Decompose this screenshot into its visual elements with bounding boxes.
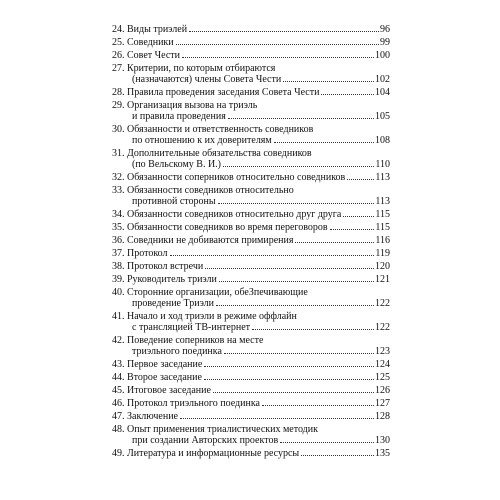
toc-entry-title-line: 35. Обязанности соведников во время переговоров <box>112 222 328 233</box>
dot-leader <box>343 215 374 217</box>
dot-leader <box>204 365 374 367</box>
toc-entry-row <box>112 385 390 396</box>
toc-page-number: 104 <box>375 87 390 98</box>
toc-entry-title-line: по отношению к их доверителям <box>132 135 272 146</box>
toc-entry-row <box>112 37 390 48</box>
toc-entry-row <box>112 87 390 98</box>
toc-page-number: 102 <box>375 74 390 85</box>
toc-entry-title-line: 28. Правила проведения заседания Совета Чести <box>112 87 320 98</box>
toc-page-number: 110 <box>375 159 390 170</box>
dot-leader <box>182 56 374 58</box>
toc-entry <box>112 63 390 85</box>
toc-page-number: 108 <box>375 135 390 146</box>
toc-entry-row <box>112 398 390 409</box>
toc-entry-row <box>112 135 390 146</box>
toc-entry-title-line: 45. Итоговое заседание <box>112 385 211 396</box>
toc-entry <box>112 148 390 170</box>
toc-entry-title-line: триэльного поединка <box>132 346 222 357</box>
toc-entry <box>112 311 390 333</box>
toc-page-number: 135 <box>375 448 390 459</box>
toc-entry-title-line: 31. Дополнительные обязательства соведников <box>112 148 312 159</box>
toc-entry <box>112 235 390 246</box>
toc-entry-row <box>112 248 390 259</box>
toc-entry <box>112 248 390 259</box>
dot-leader <box>301 454 374 456</box>
dot-leader <box>189 30 379 32</box>
table-of-contents <box>112 24 390 459</box>
dot-leader <box>180 417 374 419</box>
toc-entry-title-line: 48. Опыт применения триалистических методик <box>112 424 318 435</box>
toc-entry <box>112 398 390 409</box>
toc-entry-row <box>112 448 390 459</box>
toc-page-number: 119 <box>375 248 390 259</box>
dot-leader <box>218 202 375 204</box>
toc-entry-title-line: 29. Организация вызова на триэль <box>112 100 258 111</box>
toc-entry-row <box>112 159 390 170</box>
toc-entry-title-line: 40. Сторонние организации, обеЗпечивающие <box>112 287 308 298</box>
toc-entry-title-line: 42. Поведение соперников на месте <box>112 335 264 346</box>
toc-entry-row <box>112 235 390 246</box>
toc-entry <box>112 222 390 233</box>
toc-page-number: 128 <box>375 411 390 422</box>
toc-page-number: 115 <box>375 209 390 220</box>
toc-entry-title-line: 46. Протокол триэльного поединка <box>112 398 260 409</box>
toc-entry-title-line: 33. Обязанности соведников относительно <box>112 185 294 196</box>
toc-page-number: 126 <box>375 385 390 396</box>
toc-entry <box>112 209 390 220</box>
dot-leader <box>216 304 374 306</box>
dot-leader <box>228 117 374 119</box>
toc-entry-title-line: и правила проведения <box>132 111 226 122</box>
toc-entry-title-line: противной стороны <box>132 196 216 207</box>
dot-leader <box>330 228 375 230</box>
dot-leader <box>274 141 374 143</box>
toc-entry-row <box>112 261 390 272</box>
toc-entry-row <box>112 172 390 183</box>
toc-page-number: 120 <box>375 261 390 272</box>
toc-entry-title-line: 25. Соведники <box>112 37 174 48</box>
toc-entry <box>112 287 390 309</box>
toc-entry <box>112 172 390 183</box>
toc-entry-title-line: 34. Обязанности соведников относительно друг друга <box>112 209 342 220</box>
toc-entry <box>112 448 390 459</box>
toc-page-number: 124 <box>375 359 390 370</box>
toc-entry-title-line: 41. Начало и ход триэли в режиме оффлайн <box>112 311 297 322</box>
toc-entry-title-line: 37. Протокол <box>112 248 168 259</box>
dot-leader <box>224 352 374 354</box>
dot-leader <box>213 391 374 393</box>
toc-entry-row <box>112 274 390 285</box>
dot-leader <box>205 267 374 269</box>
toc-entry <box>112 185 390 207</box>
dot-leader <box>170 254 375 256</box>
toc-page-number: 113 <box>375 196 390 207</box>
toc-entry-title-line: 26. Совет Чести <box>112 50 180 61</box>
toc-entry <box>112 24 390 35</box>
toc-entry <box>112 359 390 370</box>
toc-entry <box>112 372 390 383</box>
toc-entry-row <box>112 411 390 422</box>
toc-entry-title-line: 43. Первое заседание <box>112 359 203 370</box>
toc-entry-title-line: 49. Литература и информационные ресурсы <box>112 448 300 459</box>
toc-page-number: 96 <box>380 24 390 35</box>
toc-entry-row <box>112 50 390 61</box>
toc-page-number: 113 <box>375 172 390 183</box>
toc-page-number: 99 <box>380 37 390 48</box>
toc-entry <box>112 385 390 396</box>
toc-entry <box>112 424 390 446</box>
toc-entry-row <box>112 346 390 357</box>
toc-page-number: 122 <box>375 322 390 333</box>
dot-leader <box>219 280 374 282</box>
toc-page-number: 115 <box>375 222 390 233</box>
toc-page-number: 127 <box>375 398 390 409</box>
toc-entry-row <box>112 24 390 35</box>
toc-entry-row <box>112 74 390 85</box>
toc-entry-row <box>112 196 390 207</box>
dot-leader <box>176 43 379 45</box>
toc-entry-title-line: 30. Обязанности и ответственность соведников <box>112 124 314 135</box>
toc-entry-title-line: проведение Триэли <box>132 298 215 309</box>
toc-page-number: 125 <box>375 372 390 383</box>
toc-entry-title-line: 32. Обязанности соперников относительно соведников <box>112 172 346 183</box>
toc-entry-title-line: 38. Протокол встречи <box>112 261 204 272</box>
toc-entry <box>112 37 390 48</box>
toc-entry <box>112 100 390 122</box>
toc-entry <box>112 261 390 272</box>
toc-entry-title-line: с трансляцией ТВ-интернет <box>132 322 251 333</box>
toc-entry-title-line: 47. Заключение <box>112 411 178 422</box>
toc-entry-title-line: при создании Авторских проектов <box>132 435 279 446</box>
toc-entry-row <box>112 298 390 309</box>
dot-leader <box>262 404 374 406</box>
toc-page-number: 116 <box>375 235 390 246</box>
toc-entry <box>112 50 390 61</box>
toc-entry <box>112 87 390 98</box>
toc-entry <box>112 411 390 422</box>
toc-entry-row <box>112 322 390 333</box>
toc-entry-title-line: 39. Руководитель триэли <box>112 274 217 285</box>
toc-page-number: 121 <box>375 274 390 285</box>
toc-entry <box>112 335 390 357</box>
toc-entry-row <box>112 111 390 122</box>
dot-leader <box>280 441 374 443</box>
toc-entry-title-line: 36. Соведники не добиваются примирения <box>112 235 294 246</box>
dot-leader <box>321 93 374 95</box>
toc-entry <box>112 274 390 285</box>
toc-page-number: 122 <box>375 298 390 309</box>
toc-entry-row <box>112 372 390 383</box>
toc-entry-title-line: (назначаются) члены Совета Чести <box>132 74 282 85</box>
dot-leader <box>295 241 374 243</box>
toc-entry-row <box>112 435 390 446</box>
toc-page-number: 123 <box>375 346 390 357</box>
dot-leader <box>283 80 374 82</box>
toc-entry-row <box>112 359 390 370</box>
toc-page-number: 100 <box>375 50 390 61</box>
toc-page-number: 130 <box>375 435 390 446</box>
toc-entry-title-line: 24. Виды триэлей <box>112 24 188 35</box>
toc-entry-row <box>112 222 390 233</box>
toc-entry-title-line: 44. Второе заседание <box>112 372 202 383</box>
dot-leader <box>252 328 374 330</box>
toc-entry <box>112 124 390 146</box>
toc-page-number: 105 <box>375 111 390 122</box>
toc-entry-title-line: (по Вельскому В. И.) <box>132 159 221 170</box>
dot-leader <box>223 165 374 167</box>
dot-leader <box>347 178 374 180</box>
toc-entry-row <box>112 209 390 220</box>
toc-entry-title-line: 27. Критерии, по которым отбираются <box>112 63 276 74</box>
dot-leader <box>204 378 374 380</box>
